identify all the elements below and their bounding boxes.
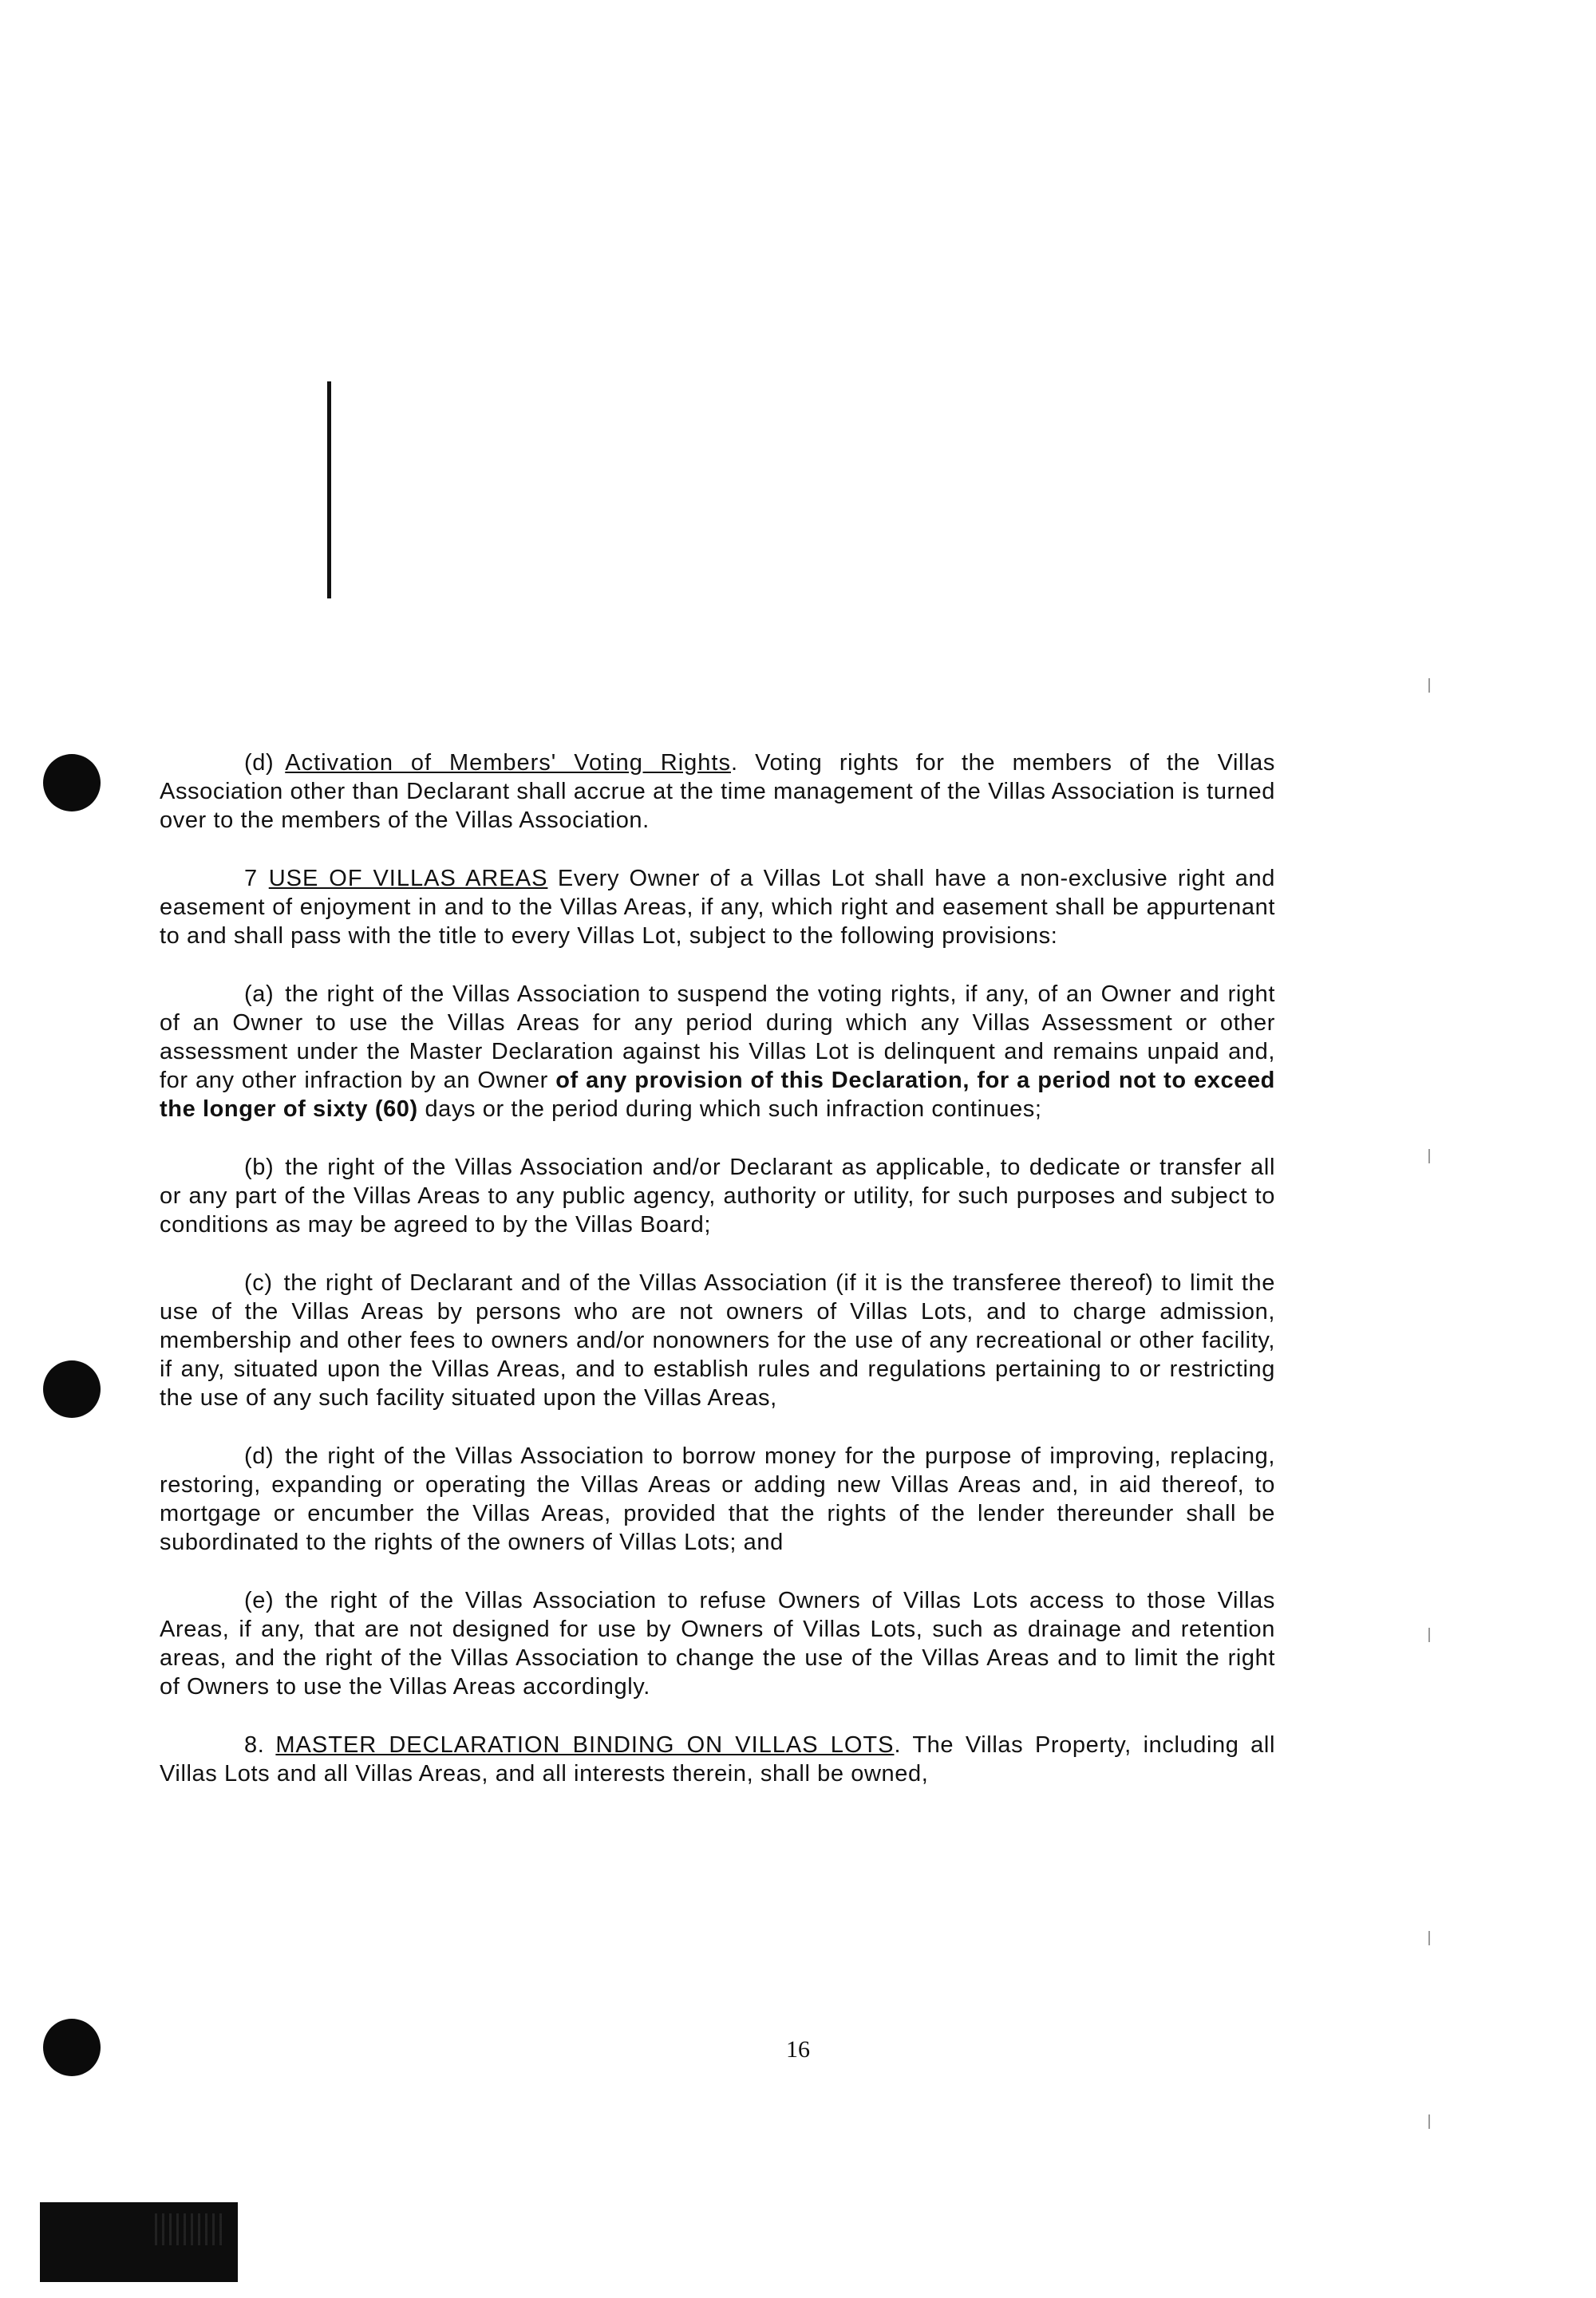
paragraph-text: the right of the Villas Association to suspend the voting rights, if any, of an Owner and right of an Owner to use the Villas Areas for any period during which any Villas Assessment or other assessment under the Master Declaration against his Villas Lot is delinquent and remains unpaid and, for any other infraction by an Owner [160, 981, 1275, 1093]
paragraph-7b [160, 1153, 1275, 1239]
paragraph-7 [160, 864, 1275, 950]
scan-artifact-block [40, 2202, 238, 2282]
scan-noise [150, 2213, 222, 2245]
section-heading: MASTER DECLARATION BINDING ON VILLAS LOTS [275, 1732, 895, 1758]
paragraph-label: (a) [244, 981, 275, 1007]
paragraph-text: the right of Declarant and of the Villas Association (if it is the transferee thereof) to limit the use of the Villas Areas by persons who are not owners of Villas Lots, and to charge admission, membership and other fees to owners and/or nonowners for the use of any recreational or other facility, if any, situated upon the Villas Areas, and to establish rules and regulations pertaining to or restricting the use of any such facility situated upon the Villas Areas, [160, 1270, 1275, 1411]
paragraph-label: (d) [244, 750, 275, 776]
margin-vertical-rule [327, 381, 331, 598]
paragraph-text: the right of the Villas Association and/or Declarant as applicable, to dedicate or transfer all or any part of the Villas Areas to any public agency, authority or utility, for such purposes and subject to conditions as may be agreed to by the Villas Board; [160, 1155, 1275, 1238]
paragraph-7c [160, 1269, 1275, 1412]
document-body [160, 748, 1275, 1818]
paragraph-label: (c) [244, 1270, 273, 1296]
section-heading: USE OF VILLAS AREAS [268, 866, 548, 891]
paragraph-text: the right of the Villas Association to borrow money for the purpose of improving, replacing, restoring, expanding or operating the Villas Areas or adding new Villas Areas and, in aid thereof, to mortgage or encumber the Villas Areas, provided that the rights of the lender thereunder shall be subordinated to the rights of the owners of Villas Lots; and [160, 1443, 1275, 1555]
paragraph-label: (b) [244, 1155, 275, 1180]
scan-mark [1428, 2114, 1430, 2129]
paragraph-label: 7 [244, 866, 258, 891]
paragraph-label: (d) [244, 1443, 275, 1469]
paragraph-7e [160, 1586, 1275, 1701]
paragraph-label: (e) [244, 1588, 275, 1613]
paragraph-text: . The Villas Property, including all Villas Lots and all Villas Areas, and all interests therein, shall be owned, [160, 1732, 1275, 1787]
scan-mark [1428, 1149, 1430, 1163]
paragraph-text-after: days or the period during which such infraction continues; [417, 1096, 1042, 1122]
paragraph-8 [160, 1731, 1275, 1788]
scan-mark [1428, 1931, 1430, 1945]
paragraph-text: . Voting rights for the members of the Villas Association other than Declarant shall accrue at the time management of the Villas Association is turned over to the members of the Villas Association. [160, 750, 1275, 833]
paragraph-text: Every Owner of a Villas Lot shall have a non-exclusive right and easement of enjoyment in and to the Villas Areas, if any, which right and easement shall be appurtenant to and shall pass with the title to every Villas Lot, subject to the following provisions: [160, 866, 1275, 949]
scan-mark [1428, 1628, 1430, 1642]
paragraph-7a [160, 980, 1275, 1123]
paragraph-label: 8. [244, 1732, 265, 1758]
paragraph-6d [160, 748, 1275, 835]
scan-mark [1428, 678, 1430, 693]
page-number: 16 [786, 2036, 810, 2063]
binder-hole [43, 754, 101, 811]
paragraph-bold-text: of any provision of this Declaration, for a period not to exceed the longer of sixty (60) [160, 1068, 1275, 1122]
section-heading: Activation of Members' Voting Rights [285, 750, 731, 776]
paragraph-text: the right of the Villas Association to refuse Owners of Villas Lots access to those Villas Areas, if any, that are not designed for use by Owners of Villas Lots, such as drainage and retention areas, and the right of the Villas Association to change the use of the Villas Areas and to limit the right of Owners to use the Villas Areas accordingly. [160, 1588, 1275, 1700]
binder-hole [43, 1360, 101, 1418]
paragraph-7d [160, 1442, 1275, 1557]
